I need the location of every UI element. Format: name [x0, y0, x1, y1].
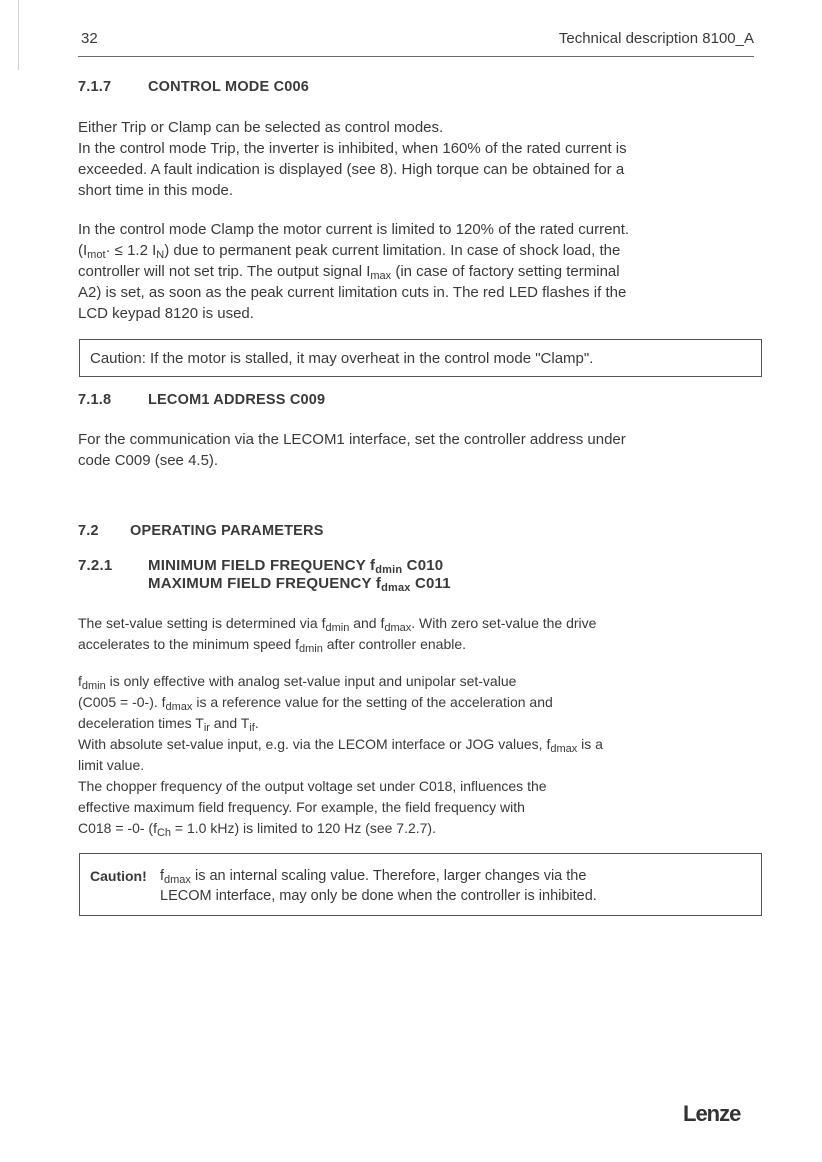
caution-text-line: $f_{dmax}$ is an internal scaling value. Therefore, larger changes via the — [160, 868, 587, 886]
paragraph-clamp-mode — [78, 219, 758, 324]
text-line: limit value. — [78, 757, 145, 773]
text-line: A2) is set, as soon as the peak current limitation cuts in. The red LED flashes if the — [78, 284, 627, 301]
section-title-line2: MAXIMUM FIELD FREQUENCY $f_{dmax}$ C011 — [148, 575, 451, 594]
section-title: CONTROL MODE C006 — [148, 79, 310, 95]
caution-text: Caution: If the motor is stalled, it may overheat in the control mode "Clamp". — [90, 350, 594, 367]
caution-label: Caution! — [90, 868, 147, 884]
text-line: (C005 = -0-). $f_{dmax}$ is a reference value for the setting of the acceleration and — [78, 694, 553, 713]
text-line: With absolute set-value input, e.g. via the LECOM interface or JOG values, $f_{dmax}$ is a — [78, 736, 603, 755]
document-title: Technical description 8100_A — [558, 30, 754, 47]
caution-box-stall — [79, 339, 762, 377]
lenze-logo: Lenze — [683, 1101, 741, 1126]
text-line: short time in this mode. — [78, 182, 234, 199]
text-line: code C009 (see 4.5). — [78, 452, 219, 469]
text-line: The set-value setting is determined via $f_{dmin}$ and $f_{dmax}$. With zero set-value the drive — [78, 615, 597, 634]
text-line: $f_{dmin}$ is only effective with analog set-value input and unipolar set-value — [78, 673, 517, 692]
section-heading-72 — [78, 523, 324, 539]
section-heading-718 — [78, 392, 325, 408]
scan-edge-line — [18, 0, 19, 70]
caution-text-line: LECOM interface, may only be done when the controller is inhibited. — [160, 888, 597, 904]
section-number: 7.1.7 — [78, 79, 112, 95]
page-number: 32 — [81, 30, 98, 47]
paragraph-fdmin-effective — [78, 671, 758, 839]
section-title-line1: MINIMUM FIELD FREQUENCY $f_{dmin}$ C010 — [148, 557, 444, 576]
text-line: accelerates to the minimum speed $f_{dmin}$ after controller enable. — [78, 636, 467, 655]
paragraph-set-value — [78, 613, 758, 655]
section-title: LECOM1 ADDRESS C009 — [148, 392, 326, 408]
text-line: In the control mode Trip, the inverter is inhibited, when 160% of the rated current is — [78, 140, 627, 157]
text-line: deceleration times $T_{ir}$ and $T_{if}$. — [78, 715, 259, 734]
caution-box-fdmax — [79, 853, 762, 916]
text-line: For the communication via the LECOM1 interface, set the controller address under — [78, 431, 626, 448]
text-line: effective maximum field frequency. For example, the field frequency with — [78, 799, 525, 815]
section-heading-721 — [78, 557, 451, 593]
paragraph-lecom-address — [78, 429, 758, 471]
text-line: The chopper frequency of the output voltage set under C018, influences the — [78, 778, 547, 794]
text-line: C018 = -0- ($f_{Ch} = 1.0$ kHz) is limited to 120 Hz (see 7.2.7). — [78, 820, 436, 839]
text-line: ($I_{mot}\cdot \le 1.2$ $I_N$) due to permanent peak current limitation. In case of shock load, the — [78, 242, 621, 261]
text-line: LCD keypad 8120 is used. — [78, 305, 254, 322]
section-heading-717 — [78, 79, 309, 95]
section-number: 7.1.8 — [78, 392, 112, 408]
section-title: OPERATING PARAMETERS — [130, 523, 324, 539]
text-line: Either Trip or Clamp can be selected as control modes. — [78, 119, 444, 136]
page-header — [78, 30, 754, 57]
section-number: 7.2 — [78, 523, 99, 539]
text-line: controller will not set trip. The output signal $I_{max}$ (in case of factory setting terminal — [78, 263, 620, 282]
section-number: 7.2.1 — [78, 557, 113, 574]
paragraph-control-modes — [78, 117, 758, 201]
text-line: In the control mode Clamp the motor current is limited to 120% of the rated current. — [78, 221, 630, 238]
text-line: exceeded. A fault indication is displayed (see 8). High torque can be obtained for a — [78, 161, 625, 178]
